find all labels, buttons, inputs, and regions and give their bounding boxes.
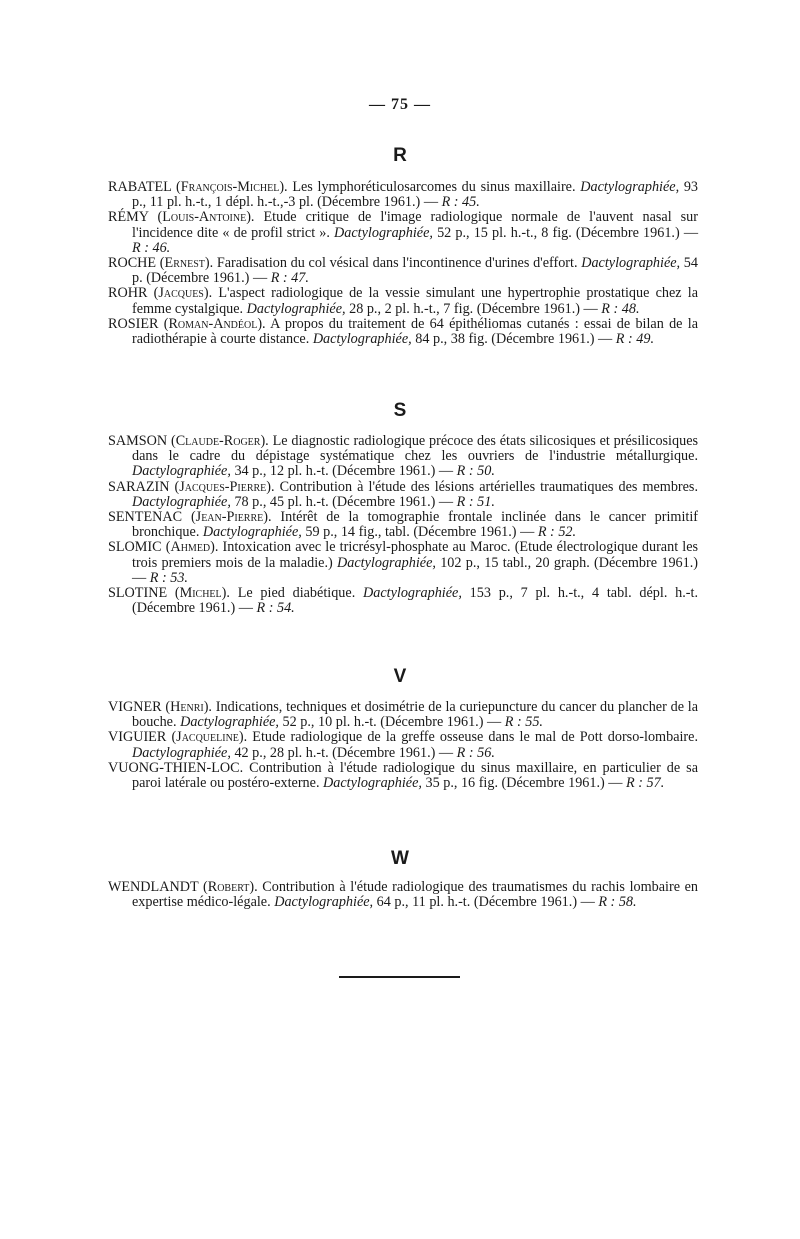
entry-author: RABATEL: [108, 179, 172, 195]
entry-author: WENDLANDT: [108, 879, 199, 895]
entry-author: ROSIER: [108, 315, 159, 332]
bibliography-entry: [108, 880, 698, 910]
entry-author: VIGUIER: [108, 729, 167, 746]
entry-details: 52 p., 10 pl. h.-t. (Décembre 1961.) —: [278, 714, 505, 731]
section-letter-v: V: [393, 666, 407, 687]
bibliography-entry: [108, 434, 698, 480]
page-number: — 75 —: [369, 96, 431, 113]
entry-reference: R : 52.: [537, 524, 577, 541]
entry-firstname: (Robert).: [203, 879, 258, 895]
entry-journal: Dactylographiée,: [202, 524, 302, 541]
entry-journal: Dactylographiée,: [132, 744, 231, 761]
entry-firstname: (Jacques).: [153, 285, 213, 302]
bibliography-entry: [108, 317, 698, 347]
entry-firstname: (François-Michel).: [176, 179, 288, 195]
entry-title: Le pied diabétique.: [229, 585, 363, 602]
entry-title: Contribution à l'étude radiologique du sinus maxillaire, en particulier de sa paroi latérale ou postéro-externe.: [132, 759, 698, 792]
entry-author: SENTENAC: [108, 509, 183, 526]
entry-details: 93 p., 11 pl. h.-t., 1 dépl. h.-t.,-3 pl. (Décembre 1961.) —: [132, 179, 699, 211]
entry-reference: R : 55.: [504, 714, 543, 731]
entry-title: A propos du traitement de 64 épithéliomas cutanés : essai de bilan de la radiothérapie à courte distance.: [132, 315, 698, 348]
entry-journal: Dactylographiée,: [581, 255, 681, 272]
entry-journal: Dactylographiée,: [132, 463, 231, 480]
entry-journal: Dactylographiée,: [274, 894, 374, 911]
entry-details: 54 p. (Décembre 1961.) —: [132, 255, 698, 287]
entry-reference: R : 47.: [270, 270, 309, 287]
entry-firstname: (Ahmed).: [165, 539, 219, 556]
entry-title: Etude critique de l'image radiologique normale de l'auvent nasal sur l'incidence dite « de profil strict ».: [132, 209, 698, 241]
entry-reference: R : 57.: [626, 775, 665, 792]
entry-author: SARAZIN: [108, 478, 170, 495]
entry-journal: Dactylographiée,: [337, 554, 436, 571]
bibliography-entry: [108, 510, 698, 540]
entry-firstname: (Jacques-Pierre).: [174, 478, 275, 495]
section-letter-s: S: [393, 400, 407, 421]
entry-details: 78 p., 45 pl. h.-t. (Décembre 1961.) —: [230, 493, 457, 510]
bibliography-entry: [108, 180, 698, 210]
bibliography-entry: [108, 540, 698, 586]
entry-title: Intérêt de la tomographie frontale inclinée dans le cancer primitif bronchique.: [132, 509, 698, 541]
entry-reference: R : 51.: [456, 493, 495, 510]
entry-details: 59 p., 14 fig., tabl. (Décembre 1961.) —: [301, 524, 538, 541]
bibliography-entry: [108, 256, 698, 286]
entry-title: Intoxication avec le tricrésyl-phosphate au Maroc. (Etude électrologique durant les trois premiers mois de la maladie.): [132, 539, 699, 571]
entry-title: L'aspect radiologique de la vessie simulant une hypertrophie prostatique chez la femme cystalgique.: [132, 285, 698, 317]
entry-reference: R : 48.: [601, 300, 640, 317]
section-s-entries: [108, 434, 698, 616]
entry-author: ROHR: [108, 285, 148, 302]
entry-title: Les lymphoréticulosarcomes du sinus maxillaire.: [287, 179, 581, 195]
entry-reference: R : 53.: [149, 569, 188, 586]
entry-title: Contribution à l'étude radiologique des traumatismes du rachis lombaire en expertise médico-légale.: [132, 879, 699, 911]
entry-reference: R : 54.: [256, 600, 295, 617]
entry-author: VIGNER: [108, 699, 162, 715]
entry-title: Etude radiologique de la greffe osseuse dans le mal de Pott dorso-lombaire.: [247, 729, 698, 746]
bibliography-entry: [108, 761, 698, 791]
section-v-entries: [108, 700, 698, 791]
entry-title: Indications, techniques et dosimétrie de la curiepuncture du cancer du plancher de la bouche.: [132, 699, 699, 731]
entry-firstname: (Jean-Pierre).: [190, 509, 272, 526]
entry-details: 153 p., 7 pl. h.-t., 4 tabl. dépl. h.-t. (Décembre 1961.) —: [132, 585, 698, 617]
entry-details: 28 p., 2 pl. h.-t., 7 fig. (Décembre 1961.) —: [345, 300, 602, 317]
entry-details: 35 p., 16 fig. (Décembre 1961.) —: [421, 775, 627, 792]
entry-journal: Dactylographiée,: [334, 224, 433, 241]
end-rule: [339, 976, 460, 978]
entry-details: 52 p., 15 pl. h.-t., 8 fig. (Décembre 1961.) —: [432, 224, 699, 241]
entry-title: Le diagnostic radiologique précoce des états silicosiques et présilicosiques dans le cadre du dépistage systématique chez les ouvriers de l'industrie métallurgique.: [132, 433, 699, 465]
entry-journal: Dactylographiée,: [323, 775, 422, 792]
entry-details: 64 p., 11 pl. h.-t. (Décembre 1961.) —: [373, 894, 599, 911]
entry-reference: R : 46.: [132, 239, 171, 256]
section-letter-r: R: [393, 145, 407, 166]
bibliography-entry: [108, 480, 698, 510]
entry-firstname: (Roman-Andéol).: [163, 315, 266, 332]
entry-author: VUONG-THIEN-LOC.: [108, 759, 244, 776]
entry-details: 102 p., 15 tabl., 20 graph. (Décembre 1961.) —: [132, 554, 698, 586]
section-w-entries: [108, 880, 698, 910]
entry-firstname: (Henri).: [165, 699, 212, 715]
bibliography-entry: [108, 210, 698, 256]
entry-journal: Dactylographiée,: [363, 585, 462, 602]
entry-title: Faradisation du col vésical dans l'incontinence d'urines d'effort.: [213, 255, 582, 272]
entry-firstname: (Jacqueline).: [171, 729, 248, 746]
entry-author: SLOMIC: [108, 539, 162, 556]
entry-journal: Dactylographiée,: [132, 493, 231, 510]
entry-author: RÉMY: [108, 209, 149, 226]
entry-author: SAMSON: [108, 433, 168, 449]
bibliography-entry: [108, 730, 698, 760]
entry-title: Contribution à l'étude des lésions artérielles traumatiques des membres.: [274, 478, 698, 495]
entry-firstname: (Ernest).: [159, 255, 214, 272]
entry-firstname: (Michel).: [174, 585, 230, 602]
section-r-entries: [108, 180, 698, 347]
entry-details: 84 p., 38 fig. (Décembre 1961.) —: [411, 331, 616, 348]
entry-author: SLOTINE: [108, 585, 168, 602]
entry-journal: Dactylographiée,: [180, 714, 279, 731]
entry-details: 34 p., 12 pl. h.-t. (Décembre 1961.) —: [230, 463, 457, 480]
entry-reference: R : 49.: [615, 331, 655, 348]
entry-reference: R : 45.: [441, 194, 480, 211]
entry-firstname: (Louis-Antoine).: [157, 209, 255, 226]
bibliography-entry: [108, 286, 698, 316]
entry-journal: Dactylographiée,: [580, 179, 680, 195]
entry-reference: R : 56.: [456, 744, 495, 761]
entry-details: 42 p., 28 pl. h.-t. (Décembre 1961.) —: [230, 744, 457, 761]
entry-reference: R : 50.: [456, 463, 495, 480]
entry-author: ROCHE: [108, 255, 157, 272]
entry-firstname: (Claude-Roger).: [170, 433, 269, 449]
entry-journal: Dactylographiée,: [246, 300, 346, 317]
bibliography-entry: [108, 700, 698, 730]
entry-journal: Dactylographiée,: [312, 331, 412, 348]
entry-reference: R : 58.: [598, 894, 637, 911]
bibliography-entry: [108, 586, 698, 616]
section-letter-w: W: [391, 848, 409, 869]
